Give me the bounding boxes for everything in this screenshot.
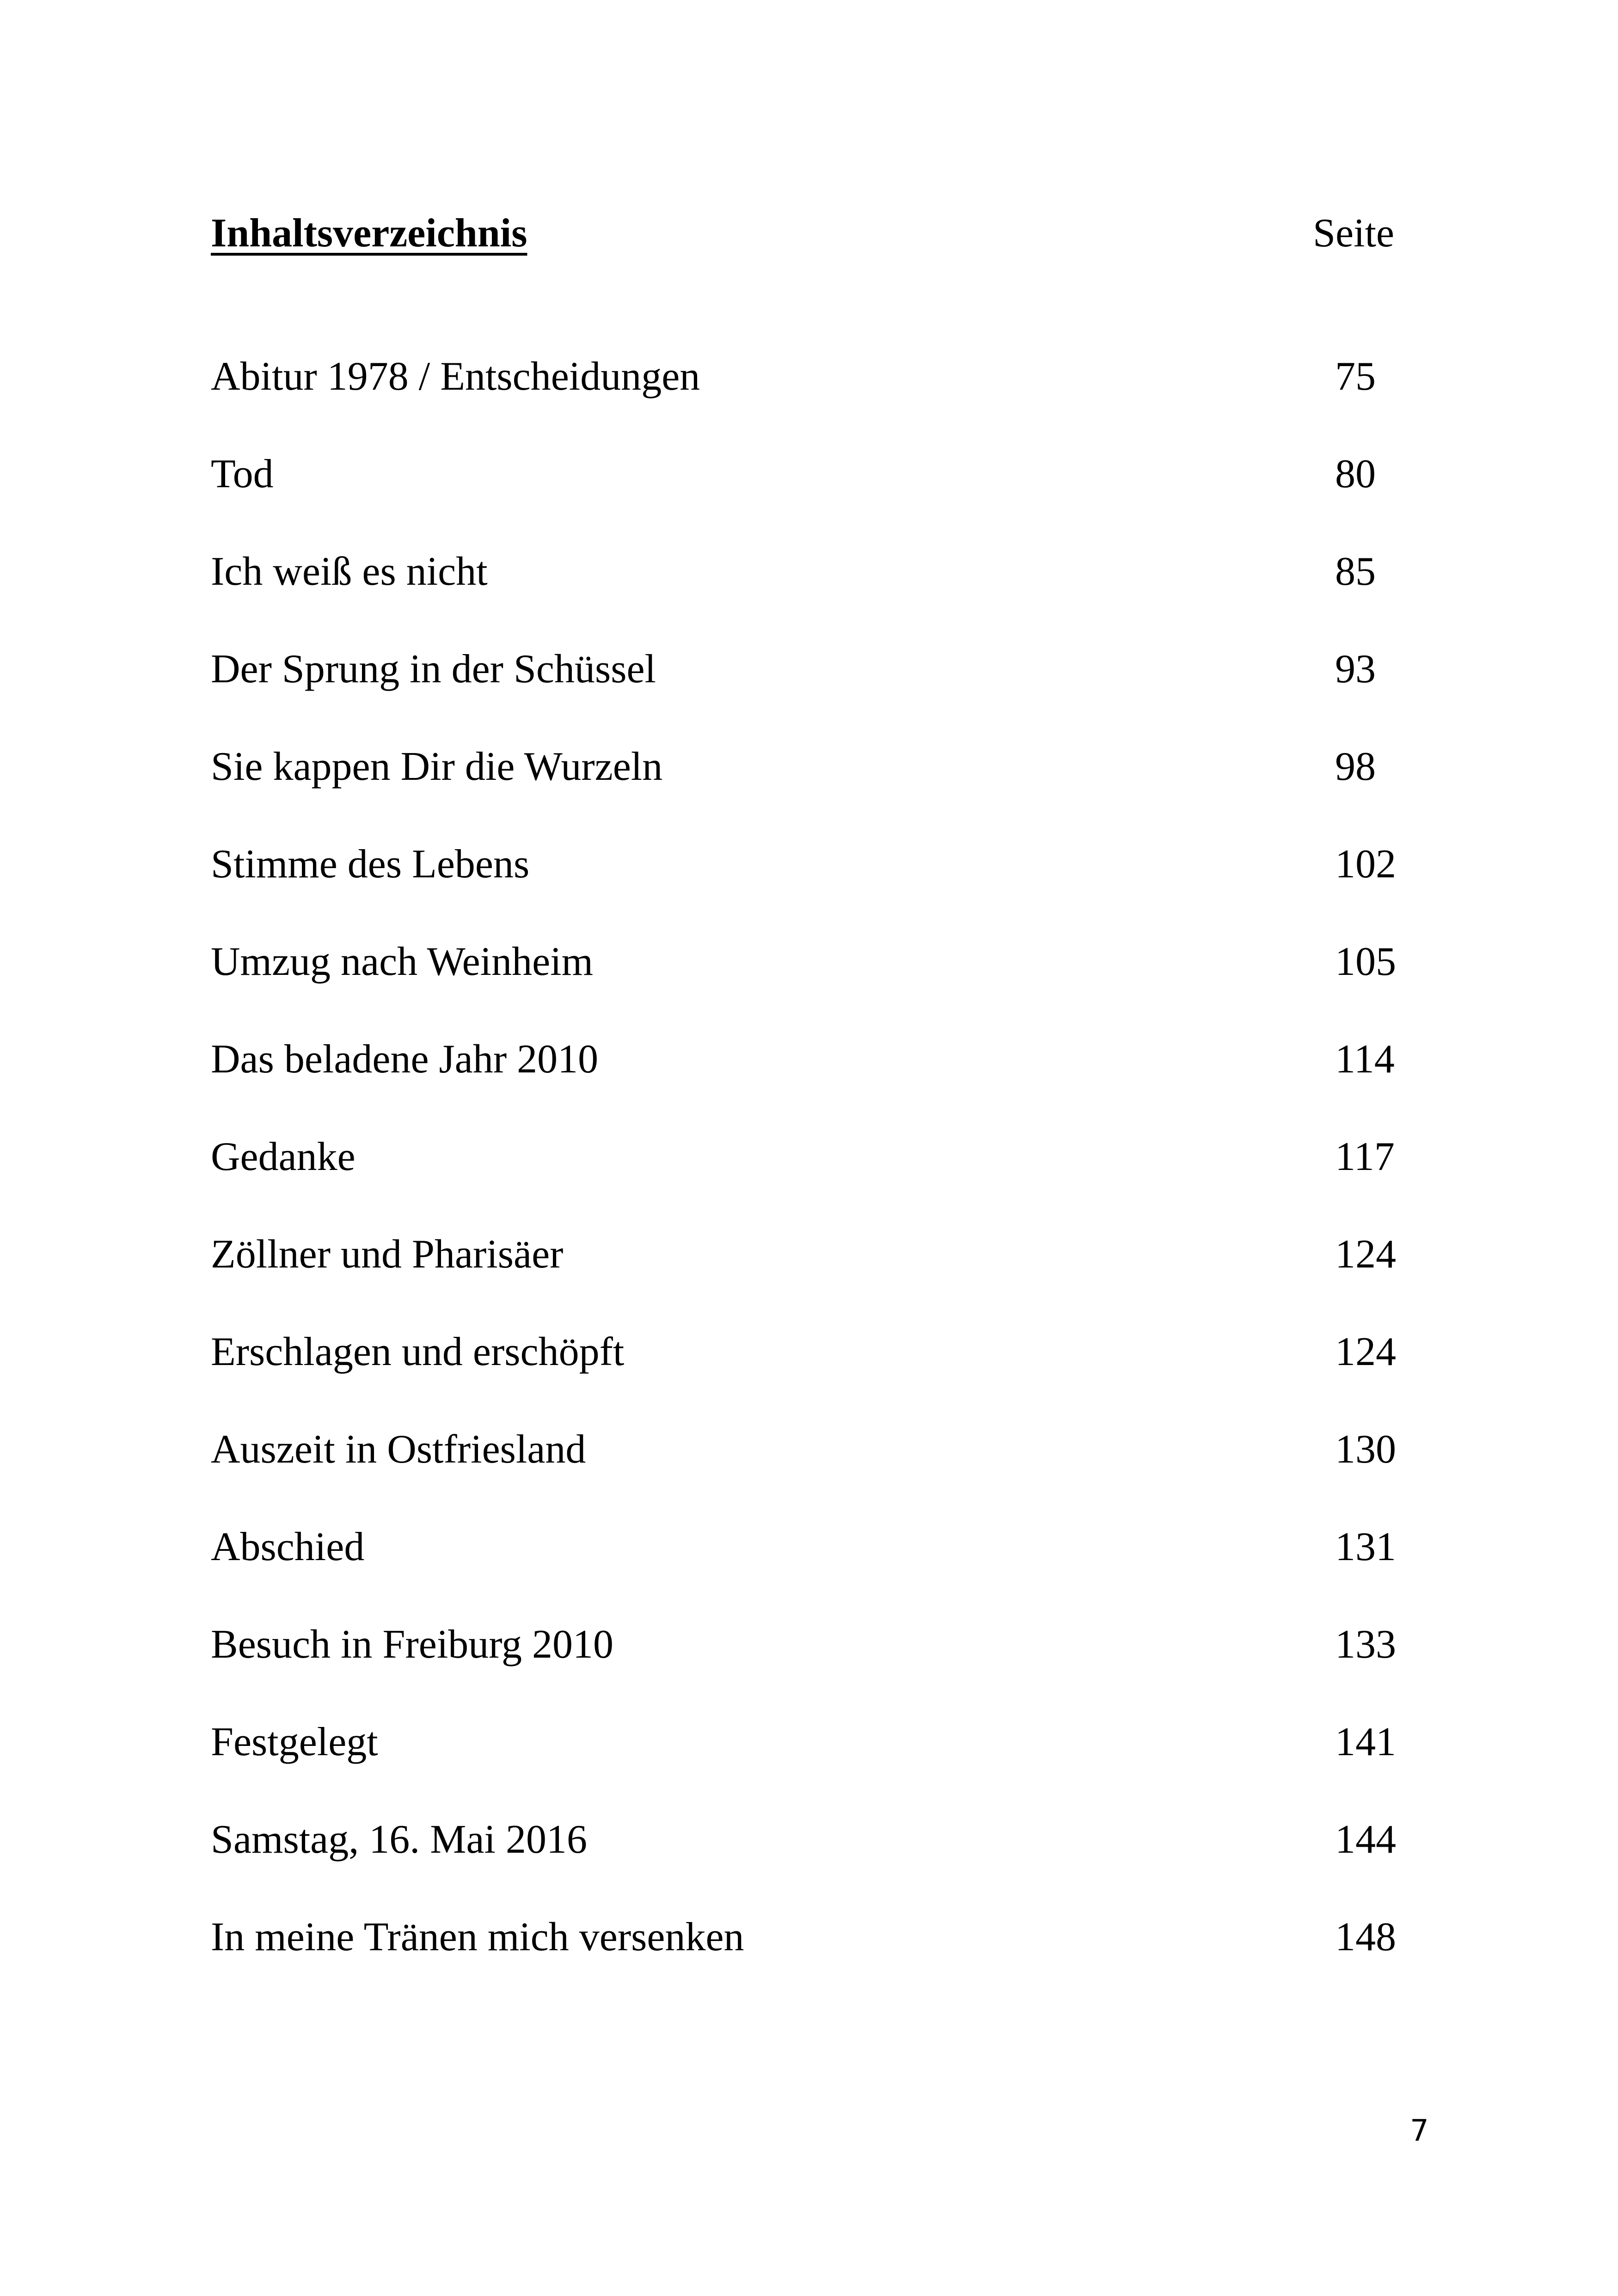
toc-entry-page: 114	[1335, 1037, 1395, 1082]
toc-entry-page: 93	[1335, 647, 1376, 692]
toc-entry	[211, 546, 1403, 644]
toc-entry-page: 130	[1335, 1427, 1396, 1472]
toc-entry-title: Der Sprung in der Schüssel	[211, 647, 656, 692]
toc-entry-page: 133	[1335, 1622, 1396, 1667]
toc-entry	[211, 644, 1403, 741]
toc-entry	[211, 1912, 1403, 2009]
toc-entry-title: Abitur 1978 / Entscheidungen	[211, 354, 700, 399]
toc-entry-title: Festgelegt	[211, 1720, 378, 1764]
toc-entry-page: 80	[1335, 452, 1376, 496]
toc-entry	[211, 1034, 1403, 1132]
toc-entry	[211, 1522, 1403, 1619]
toc-entry-page: 124	[1335, 1232, 1396, 1277]
toc-entry-page: 105	[1335, 939, 1396, 984]
toc-entry	[211, 741, 1403, 839]
toc-entry-page: 117	[1335, 1134, 1395, 1179]
toc-header	[211, 208, 1394, 263]
toc-entry-title: Umzug nach Weinheim	[211, 939, 594, 984]
toc-entry-page: 141	[1335, 1720, 1396, 1764]
toc-entry-page: 148	[1335, 1915, 1396, 1959]
toc-list	[211, 351, 1403, 2009]
toc-entry	[211, 1229, 1403, 1327]
toc-entry-title: Tod	[211, 452, 274, 496]
toc-entry	[211, 449, 1403, 546]
toc-entry	[211, 1327, 1403, 1424]
toc-entry-title: Besuch in Freiburg 2010	[211, 1622, 613, 1667]
toc-entry	[211, 351, 1403, 449]
toc-page-column-label: Seite	[1313, 211, 1394, 256]
toc-entry-title: Stimme des Lebens	[211, 842, 530, 887]
toc-entry-title: Auszeit in Ostfriesland	[211, 1427, 586, 1472]
toc-entry	[211, 1814, 1403, 1912]
toc-entry-title: Erschlagen und erschöpft	[211, 1329, 625, 1374]
toc-entry-title: Zöllner und Pharisäer	[211, 1232, 564, 1277]
toc-entry-page: 98	[1335, 744, 1376, 789]
toc-entry-title: Sie kappen Dir die Wurzeln	[211, 744, 663, 789]
toc-entry-page: 102	[1335, 842, 1396, 887]
toc-entry	[211, 937, 1403, 1034]
page-number: 7	[1410, 2114, 1429, 2148]
toc-entry-title: In meine Tränen mich versenken	[211, 1915, 744, 1959]
toc-entry-page: 131	[1335, 1525, 1396, 1569]
toc-entry-title: Abschied	[211, 1525, 365, 1569]
toc-entry	[211, 1424, 1403, 1522]
toc-entry-title: Gedanke	[211, 1134, 355, 1179]
toc-entry-page: 85	[1335, 549, 1376, 594]
toc-entry	[211, 1132, 1403, 1229]
toc-entry	[211, 1619, 1403, 1717]
toc-entry-title: Samstag, 16. Mai 2016	[211, 1817, 587, 1862]
toc-entry	[211, 1717, 1403, 1814]
toc-entry-title: Das beladene Jahr 2010	[211, 1037, 599, 1082]
toc-entry-page: 144	[1335, 1817, 1396, 1862]
toc-entry	[211, 839, 1403, 937]
toc-entry-title: Ich weiß es nicht	[211, 549, 488, 594]
toc-title: Inhaltsverzeichnis	[211, 211, 527, 256]
toc-entry-page: 75	[1335, 354, 1376, 399]
toc-entry-page: 124	[1335, 1329, 1396, 1374]
